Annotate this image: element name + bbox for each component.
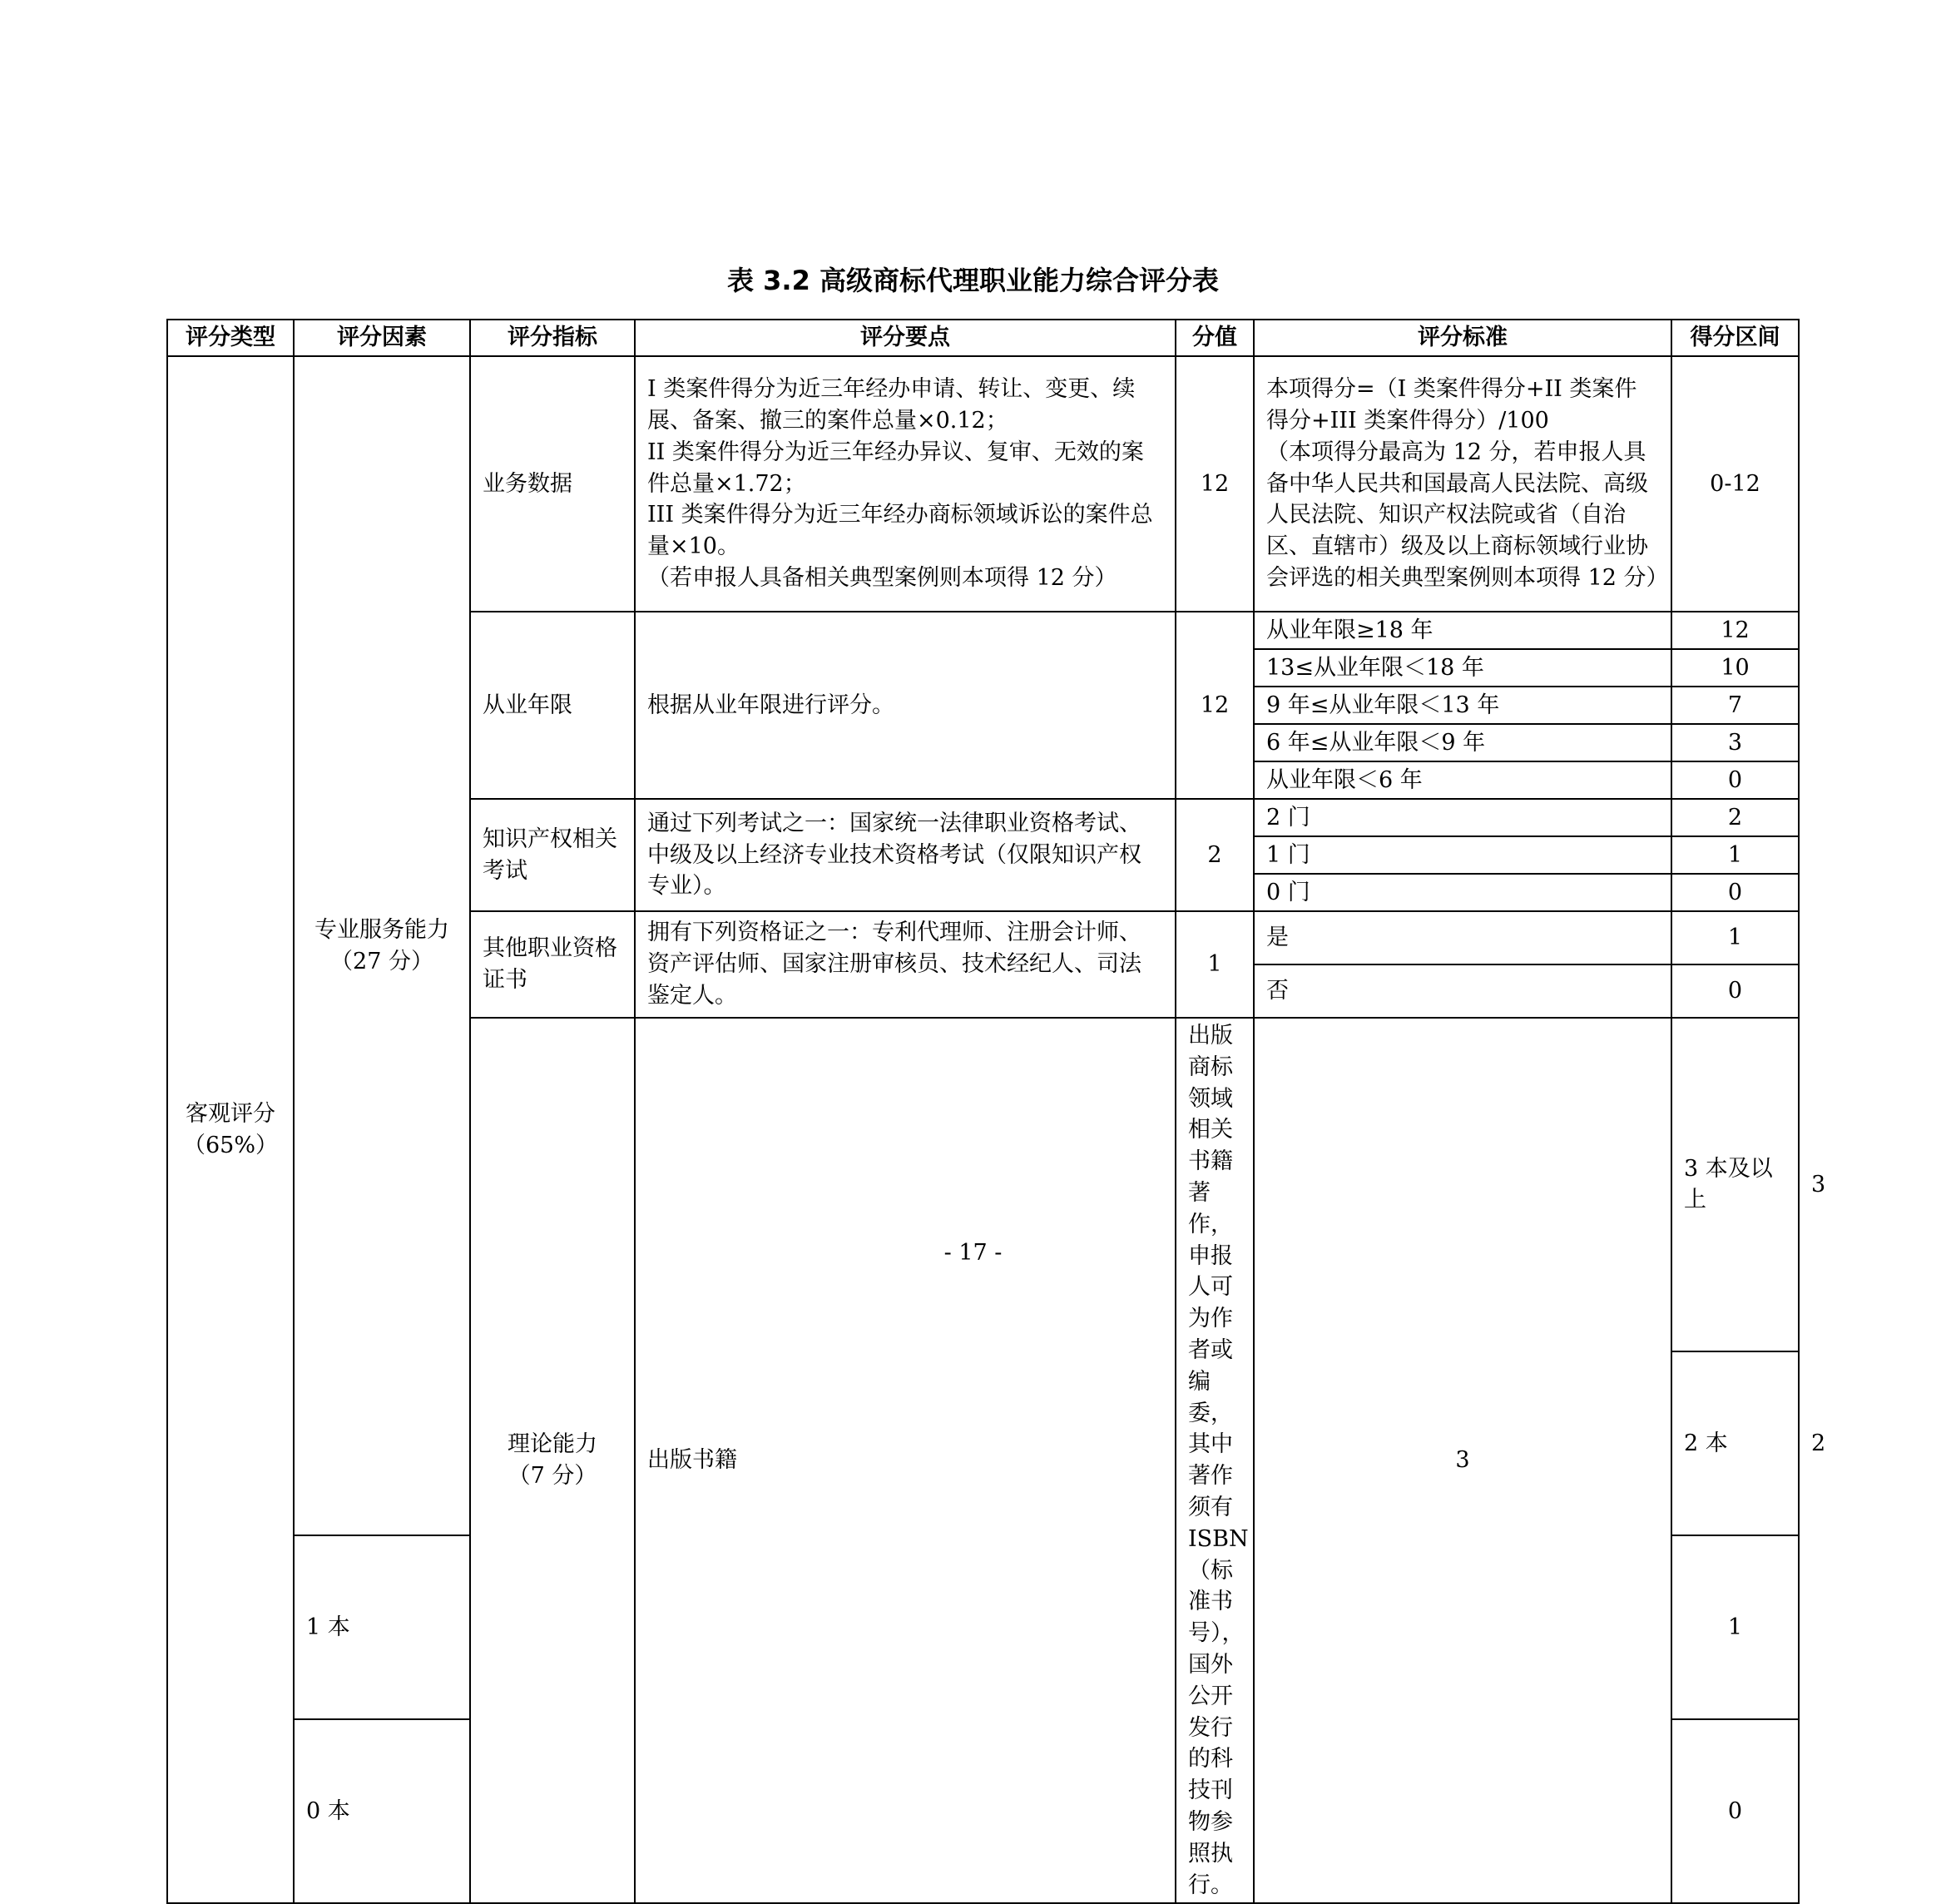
header-cell: 评分指标 [470,320,635,356]
category-name: 客观评分 [186,1100,275,1127]
indicator-cell: 其他职业资格证书 [470,911,635,1018]
points-line: （若申报人具备相关典型案例则本项得 12 分） [647,564,1117,591]
score-cell: 7 [1671,687,1799,724]
header-row [167,320,1799,356]
points-line: II 类案件得分为近三年经办异议、复审、无效的案件总量×1.72； [647,439,1144,497]
category-cell [167,356,294,1903]
header-cell: 评分标准 [1254,320,1671,356]
standard-cell: 2 门 [1254,799,1671,836]
header-cell: 评分因素 [294,320,470,356]
factor-cell [470,1018,635,1903]
factor-points: （7 分） [508,1463,597,1490]
indicator-cell: 知识产权相关考试 [470,799,635,911]
standard-cell: 0 门 [1254,874,1671,911]
standard-cell: 0 本 [294,1719,470,1903]
score-cell: 2 [1671,799,1799,836]
score-cell: 1 [1671,911,1799,964]
standard-cell: 9 年≤从业年限＜13 年 [1254,687,1671,724]
standard-cell: 2 本 [1671,1351,1799,1535]
standard-cell: 从业年限≥18 年 [1254,612,1671,649]
standard-cell: 1 本 [294,1535,470,1719]
standard-cell: 3 本及以上 [1671,1018,1799,1351]
score-cell: 1 [1671,1535,1799,1719]
header-cell: 得分区间 [1671,320,1799,356]
value-cell: 1 [1176,911,1254,1018]
points-cell: 拥有下列资格证之一：专利代理师、注册会计师、资产评估师、国家注册审核员、技术经纪人、司法鉴定人。 [635,911,1176,1018]
score-cell: 0 [1671,964,1799,1018]
standard-line: 本项得分=（I 类案件得分+II 类案件得分+III 类案件得分）/100 [1266,376,1637,434]
standard-cell: 否 [1254,964,1671,1018]
standard-cell: 6 年≤从业年限＜9 年 [1254,724,1671,761]
category-weight: （65%） [182,1132,278,1158]
points-cell [635,356,1176,612]
indicator-cell: 从业年限 [470,612,635,799]
points-cell: 根据从业年限进行评分。 [635,612,1176,799]
points-cell: 出版商标领域相关书籍著作，申报人可为作者或编委，其中著作须有 ISBN（标准书号），国外公开发行的科技刊物参照执行。 [1176,1018,1254,1903]
score-cell: 12 [1671,612,1799,649]
standard-cell: 从业年限＜6 年 [1254,761,1671,799]
factor-name: 专业服务能力 [314,916,449,943]
score-cell: 0 [1671,1719,1799,1903]
points-line: III 类案件得分为近三年经办商标领域诉讼的案件总量×10。 [647,502,1153,560]
factor-cell [294,356,470,1535]
table-row: 2 本 2 [167,1351,1799,1535]
table-row: 理论能力 （7 分） 出版书籍 出版商标领域相关书籍著作，申报人可为作者或编委，其中著作须有 ISBN（标准书号），国外公开发行的科技刊物参照执行。 3 3 本及以上 3 [167,1018,1799,1351]
score-cell: 0 [1671,761,1799,799]
value-cell: 3 [1254,1018,1671,1903]
table-row [167,356,1799,612]
value-cell: 12 [1176,612,1254,799]
score-cell: 0 [1671,874,1799,911]
factor-name: 理论能力 [508,1431,597,1458]
points-cell: 通过下列考试之一：国家统一法律职业资格考试、中级及以上经济专业技术资格考试（仅限知识产权专业）。 [635,799,1176,911]
standard-cell: 是 [1254,911,1671,964]
points-line: I 类案件得分为近三年经办申请、转让、变更、续展、备案、撤三的案件总量×0.12； [647,376,1136,434]
indicator-cell: 出版书籍 [635,1018,1176,1903]
standard-line: （本项得分最高为 12 分，若申报人具备中华人民共和国最高人民法院、高级人民法院、知识产权法院或省（自治区、直辖市）级及以上商标领域行业协会评选的相关典型案例则本项得 12 分） [1266,439,1669,591]
score-cell: 10 [1671,649,1799,687]
score-cell: 0-12 [1671,356,1799,612]
scoring-table [166,319,1826,1904]
score-cell: 3 [1671,724,1799,761]
indicator-cell: 业务数据 [470,356,635,612]
value-cell: 2 [1176,799,1254,911]
factor-points: （27 分） [330,948,433,974]
table-title: 表 3.2 高级商标代理职业能力综合评分表 [727,265,1219,296]
header-cell: 分值 [1176,320,1254,356]
value-cell: 12 [1176,356,1254,612]
page-number: - 17 - [943,1240,1003,1266]
header-cell: 评分类型 [167,320,294,356]
header-cell: 评分要点 [635,320,1176,356]
standard-cell [1254,356,1671,612]
standard-cell: 1 门 [1254,836,1671,874]
standard-cell: 13≤从业年限＜18 年 [1254,649,1671,687]
score-cell: 1 [1671,836,1799,874]
